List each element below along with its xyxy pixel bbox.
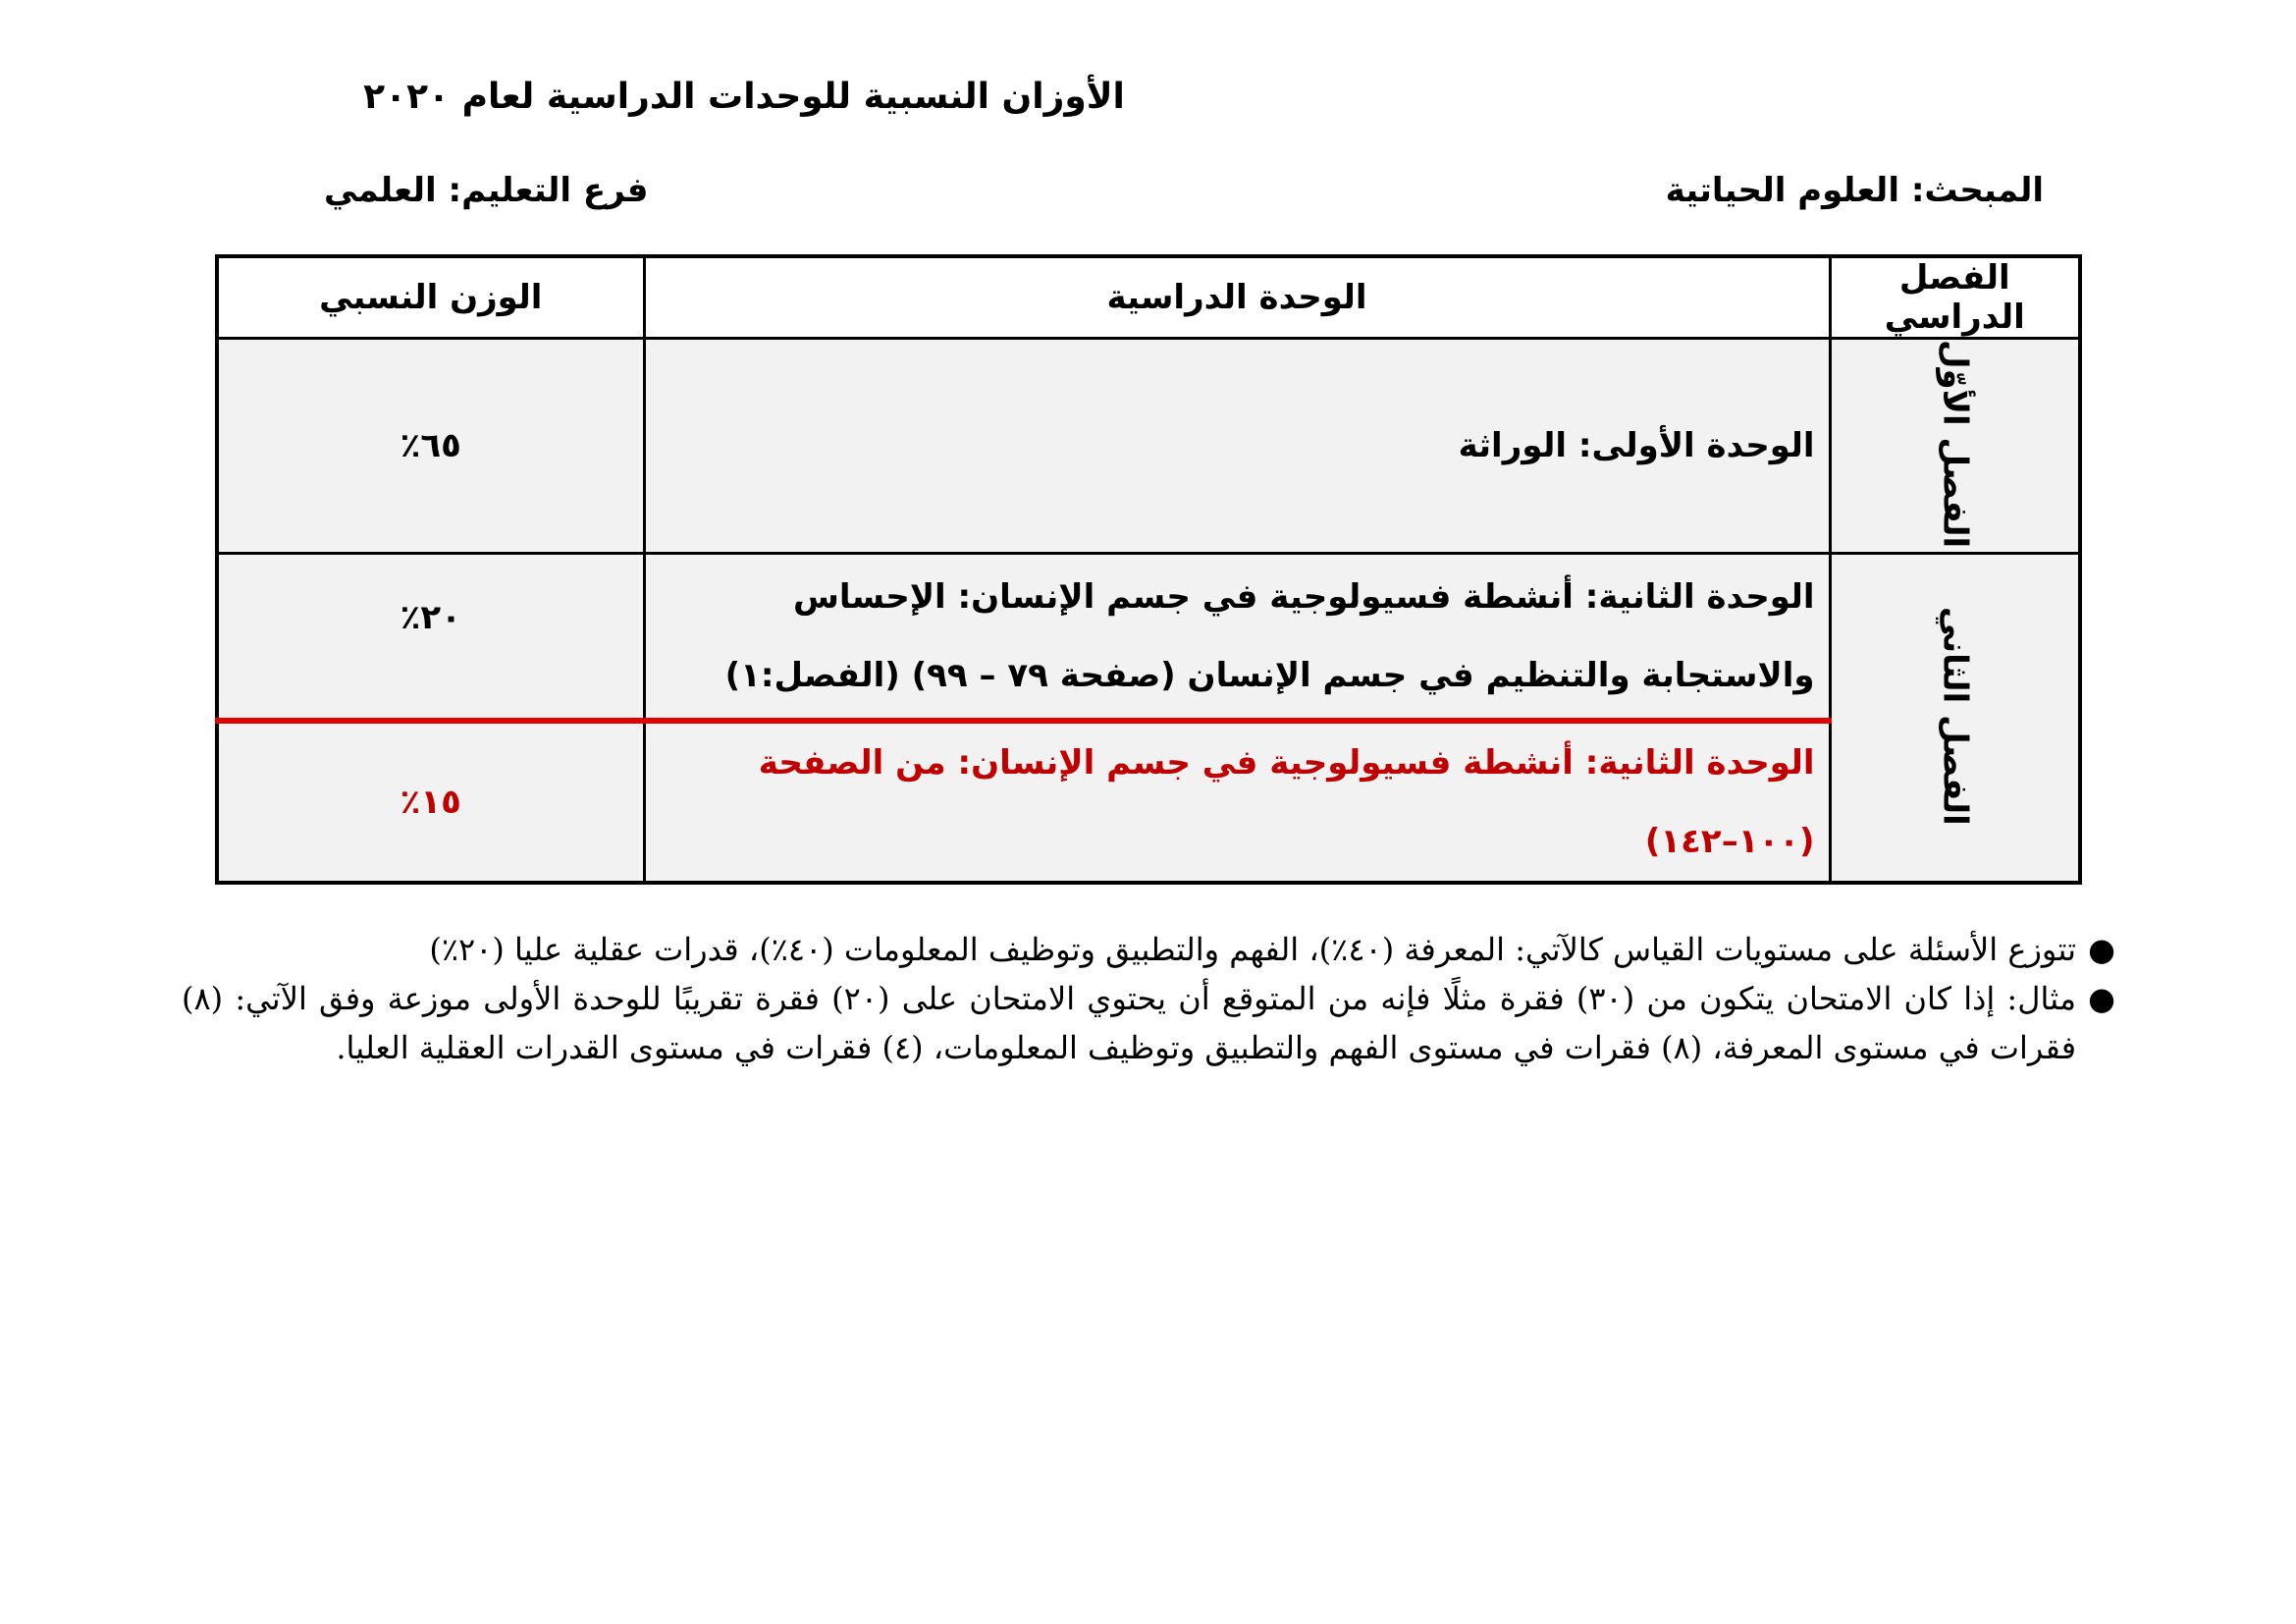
header-weight: الوزن النسبي [217,256,644,339]
bullet-icon: ● [2088,931,2115,968]
weight-cell-highlighted: ١٥٪ [217,721,644,883]
weights-table [215,254,2082,885]
semester-cell-second [1830,554,2080,883]
branch-label: فرع التعليم: العلمي [324,171,649,210]
semester-label: الفصل الأوّل [1935,340,1975,549]
semester-label: الفصل الثاني [1935,606,1975,826]
subject-label: المبحث: العلوم الحياتية [1665,171,2044,210]
unit-cell: الوحدة الأولى: الوراثة [644,339,1830,554]
note-item [182,974,2115,1072]
header-semester: الفصل الدراسي [1830,256,2080,339]
table-row [217,339,2080,554]
semester-cell-first [1830,339,2080,554]
note-text: مثال: إذا كان الامتحان يتكون من (٣٠) فقرة مثلًا فإنه من المتوقع أن يحتوي الامتحان على (٢٠) فقرة تقريبًا للوحدة الأولى موزعة وفق الآتي: (٨) فقرات في مستوى المعرفة، (٨) فقرات في مستوى الفهم والتطبيق وتوظيف المعلومات، (٤) فقرات في مستوى القدرات العقلية العليا. [182,980,2077,1066]
unit-cell-highlighted: الوحدة الثانية: أنشطة فسيولوجية في جسم الإنسان: من الصفحة (١٠٠–١٤٢) [644,721,1830,883]
header-unit: الوحدة الدراسية [644,256,1830,339]
note-item [182,925,2115,974]
table-row [217,721,2080,883]
bullet-icon: ● [2088,980,2115,1017]
table-header-row [217,256,2080,339]
note-text: تتوزع الأسئلة على مستويات القياس كالآتي: المعرفة (٤٠٪)، الفهم والتطبيق وتوظيف المعلومات (٤٠٪)، قدرات عقلية عليا (٢٠٪) [429,931,2076,968]
weight-cell: ٢٠٪ [217,554,644,721]
table-row [217,554,2080,721]
notes-list [182,925,2115,1072]
page-title: الأوزان النسبية للوحدات الدراسية لعام ٢٠٢٠ [363,77,1125,117]
unit-cell: الوحدة الثانية: أنشطة فسيولوجية في جسم الإنسان: الإحساس والاستجابة والتنظيم في جسم الإنسان (صفحة ٧٩ – ٩٩) (الفصل:١) [644,554,1830,721]
weight-cell: ٦٥٪ [217,339,644,554]
